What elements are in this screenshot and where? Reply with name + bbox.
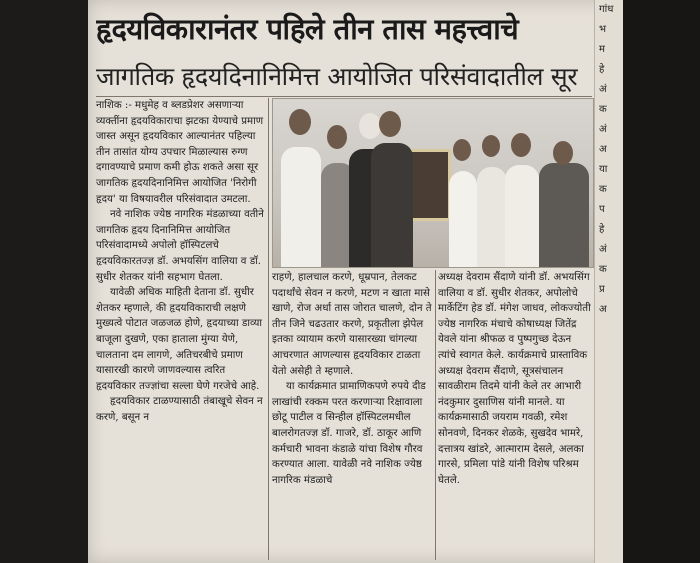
paragraph: नाशिक :- मधुमेह व ब्लडप्रेशर असणाऱ्या व्यक्तींना हृदयविकाराचा झटका येण्याचे प्रमाण जास्त असून हृदयविकार आल्यानंतर पहिल्या तीन तासांत योग्य उपचार मिळाल्यास रुग्ण दगावण्याचे प्रमाण कमी होऊ शकते असा सूर जागतिक हृदयदिनानिमित्त आयोजित 'निरोगी हृदय' या विषयावरील परिसंवादात उमटला. [96,100,264,205]
paragraph: या कार्यक्रमात प्रामाणिकपणे रुपये दीड लाखांची रक्कम परत करणाऱ्या रिक्षावाला छोटू पाटील व सिन्हील हॉस्पिटलमधील बालरोगतज्ज्ञ डॉ. गाजरे, डॉ. ठाकूर आणि कर्मचारी भावना कंडाळे यांचा विशेष गौरव करण्यात आला. यावेळी नवे नाशिक ज्येष्ठ नागरिक मंडळाचे [272,381,426,486]
strip-text: या [599,164,608,175]
event-photo [272,98,594,268]
paragraph: यावेळी अधिक माहिती देताना डॉ. सुधीर शेतकर म्हणाले, की हृदयविकाराची लक्षणे मुख्यत्वे पोटात जळजळ होणे, हृदयाच्या डाव्या बाजूला दुखणे, एका हाताला मुंग्या येणे, चालताना दम लागणे, अतिचरबीचे प्रमाण यासारखी कारणे जाणवल्यास त्वरित हृदयविकार तज्ज्ञांचा सल्ला घेणे गरजेचे आहे. [96,287,263,392]
person [371,143,413,267]
strip-text: क [599,104,607,115]
person-head [327,125,347,149]
person [281,147,321,267]
strip-text: गांध [599,4,614,15]
strip-text: प्र [599,284,605,295]
person-head [553,141,573,165]
paragraph: राहणे, हालचाल करणे, धूम्रपान, तेलकट पदार्थांचे सेवन न करणे, मटण न खाता मासे खाणे, रोज अर्धा तास जोरात चालणे, दोन ते तीन जिने चढउतार करणे, प्रकृतीला झेपेल इतका व्यायाम करणे यासारख्या चांगल्या आचरणात आणल्यास हृदयविकार टाळता येतो असेही ते म्हणाले. [272,272,432,377]
person-head [289,109,311,135]
article-column-3 [438,270,592,560]
column-rule-1 [268,98,269,560]
strip-text: हे [599,64,605,75]
article-column-1 [96,98,264,560]
paragraph: अध्यक्ष देवराम सैंदाणे यांनी डॉ. अभयसिंग वालिया व डॉ. सुधीर शेतकर, अपोलोचे मार्केटिंग हेड डॉ. मंगेश जाधव, लोकज्योती ज्येष्ठ नागरिक मंचाचे कोषाध्यक्ष जितेंद्र येवले यांना श्रीफळ व पुष्पगुच्छ देऊन त्यांचे स्वागत केले. कार्यक्रमाचे प्रास्ताविक अध्यक्ष देवराम सैंदाणे, सूत्रसंचालन सावळीराम तिदमे यांनी केले तर आभारी नंदकुमार दुसाणिस यांनी मानले. या कार्यक्रमासाठी जयराम गवळी, रमेश सोनवणे, दिनकर शेळके, सुखदेव भामरे, दत्तात्रय खांडरे, आत्माराम देसले, अलका गारसे, प्रमिला पांडे यांनी विशेष परिश्रम घेतले. [438,272,591,486]
strip-text: अं [599,244,607,255]
paragraph: हृदयविकार टाळण्यासाठी तंबाखूचे सेवन न करणे, बसून न [96,396,263,423]
subheadline: जागतिक हृदयदिनानिमित्त आयोजित परिसंवादातील सूर [96,62,578,91]
strip-text: भ [599,24,607,35]
person-head [482,135,500,157]
column-rule-2 [435,270,436,560]
person-head [511,133,531,157]
strip-text: अ [599,304,607,315]
person-turban [359,113,381,139]
strip-text: क [599,184,607,195]
strip-text: प [599,204,605,215]
strip-text: म [599,44,605,55]
strip-text: अ [599,144,607,155]
strip-text: हे [599,224,605,235]
person [505,165,539,267]
paragraph: नवे नाशिक ज्येष्ठ नागरिक मंडळाच्या वतीने जागतिक हृदय दिनानिमित्त आयोजित परिसंवादामध्ये अपोलो हॉस्पिटलचे हृदयविकारतज्ज्ञ डॉ. अभयसिंग वालिया व डॉ. सुधीर शेतकर यांनी सहभाग घेतला. [96,209,264,283]
strip-text: अं [599,124,607,135]
article-column-2 [272,270,432,560]
header-rule [96,96,592,97]
person-head [379,111,401,137]
adjacent-column-strip [594,0,623,563]
strip-text: अं [599,84,607,95]
person [539,163,589,267]
dark-background [622,0,700,563]
headline: हृदयविकारानंतर पहिले तीन तास महत्त्वाचे [96,12,519,46]
strip-text: क [599,264,607,275]
person [449,171,477,267]
person [477,167,507,267]
person-head [453,139,471,161]
